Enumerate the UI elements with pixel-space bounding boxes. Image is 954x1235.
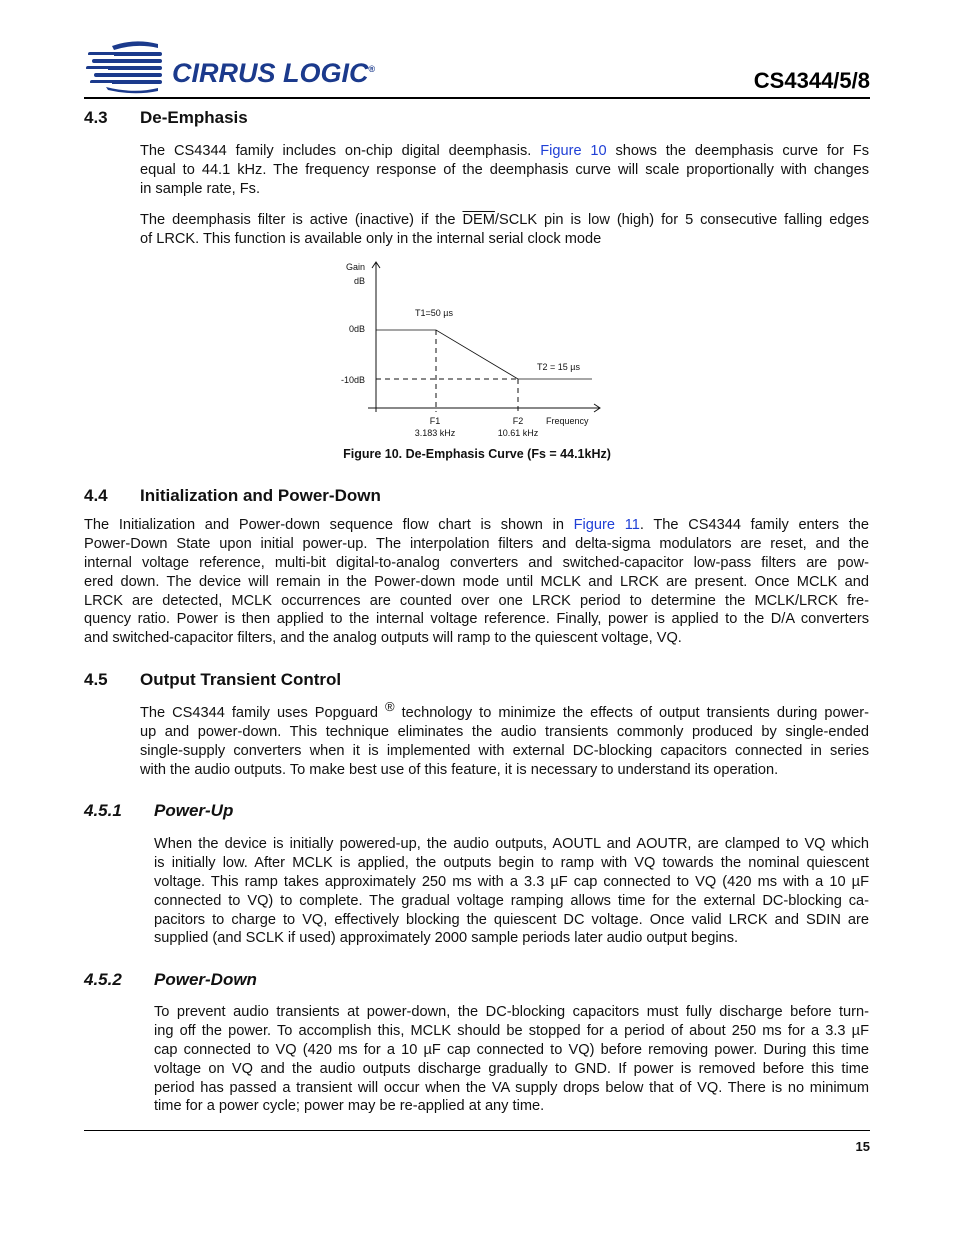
chart-svg [330,256,610,442]
page-number: 15 [855,1139,870,1154]
text-line: voltage on VQ and the audio outputs discharge gradually to GND. If power is removed before this time [154,1060,869,1077]
text-line: time for a power cycle; power may be re-applied at any time. [154,1098,545,1115]
text-line: is initially low. After MCLK is applied, the outputs begin to ramp with VQ towards the nominal quiescent [154,854,869,871]
footer-rule [84,1130,870,1131]
figure-10-caption: Figure 10. De-Emphasis Curve (Fs = 44.1kHz) [343,447,611,461]
text-line: quency ratio. Power is then applied to the internal voltage reference. Finally, power is applied to the D/A converters [84,611,869,628]
logo-mark-icon [84,38,174,94]
header-rule [84,97,870,99]
text-line: To prevent audio transients at power-down, the DC-blocking capacitors must fully discharge before turn- [154,1004,869,1020]
registered-mark: ® [368,64,376,74]
cirrus-logic-logo [84,38,374,98]
text-line: up and power-down. This technique eliminates the audio transients commonly produced by single-ended [140,723,869,740]
text-line: LRCK are detected, MCLK occurrences are counted over one LRCK period to determine the MCLK/LRCK fre- [84,592,869,609]
dem-signal-overline: $\overline{DEM}$ [462,212,495,228]
de-emphasis-chart [330,256,610,447]
section-heading-4-5-1 [84,801,784,823]
text-line: Power-Down State upon initial power-up. The interpolation filters and delta-sigma modulators are reset, and the [84,535,869,552]
annotation-t1: T1=50 µs [415,308,453,318]
section-title: De-Emphasis [140,108,248,127]
text-line: with the audio outputs. To make best use of this feature, it is necessary to understand its operation. [140,761,779,778]
text-line: and switched-capacitor filters, and the analog outputs will ramp to the quiescent voltage, VQ. [84,630,682,647]
section-title: Output Transient Control [140,670,342,689]
tick-label-f1: F1 [429,416,441,426]
section-number: 4.5.2 [84,970,122,989]
section-heading-4-5-2 [84,970,784,992]
paragraph-de-emphasis-2 [140,211,869,249]
section-number: 4.5 [84,670,108,689]
y-axis-label-db: dB [353,276,365,286]
text-line: cap connected to VQ (420 ms for a 10 µF cap connected to VQ) before removing power. During this time [154,1041,869,1058]
text-line: pacitors to charge to VQ, effectively blocking the quiescent DC voltage. Once valid LRCK and SDIN are [154,911,869,928]
text-line: ered down. The device will remain in the Power-down mode until MCLK and LRCK are present. Once MCLK and [84,573,869,590]
text-line: in sample rate, Fs. [140,180,261,197]
tick-label-f2-value: 10.61 kHz [497,428,539,438]
paragraph-power-up [154,835,869,948]
paragraph-de-emphasis-1 [140,142,869,199]
x-axis-label-frequency: Frequency [546,416,589,426]
text-run: The deemphasis filter is active (inactive) if the [140,212,463,228]
tick-label-0db: 0dB [348,324,365,334]
text-run: The CS4344 family uses Popguard [140,705,386,721]
paragraph-initialization [84,516,869,648]
figure-10-link[interactable]: Figure 10 [540,143,607,159]
paragraph-power-down [154,1003,869,1116]
tick-label-f1-value: 3.183 kHz [414,428,456,438]
text-line: period has passed a transient will occur when the VA supply drops below that of VQ. There is no minimum [154,1079,869,1096]
figure-11-link[interactable]: Figure 11 [573,517,640,533]
section-number: 4.4 [84,486,108,505]
text-line: supplied (and SCLK if used) approximately 2000 sample periods later audio output begins. [154,930,739,947]
text-line: single-supply converters when it is implemented with external DC-blocking capacitors connected in series [140,742,869,759]
section-title: Initialization and Power-Down [140,486,381,505]
text-run: technology to minimize the effects of output transients during power- [394,705,869,721]
section-heading-4-3 [84,108,784,130]
tick-label-f2: F2 [512,416,524,426]
text-line: When the device is initially powered-up, the audio outputs, AOUTL and AOUTR, are clamped to VQ which [154,836,869,852]
section-number: 4.5.1 [84,801,122,820]
tick-label-minus10db: -10dB [340,375,365,385]
logo-wordmark: CIRRUS LOGIC® [172,58,376,88]
text-run: . The CS4344 family enters the [639,517,869,533]
document-id: CS4344/5/8 [753,68,870,93]
y-axis-label-gain: Gain [345,262,365,272]
text-line: ing off the power. To accomplish this, MCLK should be stopped for a period of about 250 ms for a 3.3 µF [154,1022,869,1039]
section-number: 4.3 [84,108,108,127]
text-line: connected to VQ) to complete. The gradual voltage ramping allows time for the external DC-blocking ca- [154,892,869,909]
text-line: internal voltage reference, multi-bit digital-to-analog converters and switched-capacitor low-pass filters are pow- [84,554,869,571]
text-run: shows the deemphasis curve for Fs [606,143,869,159]
text-run: The Initialization and Power-down sequence flow chart is shown in [84,517,574,533]
annotation-t2: T2 = 15 µs [537,362,580,372]
series-line [376,330,518,379]
registered-mark: ® [385,699,395,715]
text-line: voltage. This ramp takes approximately 250 ms with a 3.3 µF cap connected to VQ (420 ms with a 10 µF [154,873,869,890]
section-title: Power-Down [154,970,257,989]
section-title: Power-Up [154,801,234,820]
section-heading-4-4 [84,486,784,508]
text-line: of LRCK. This function is available only in the internal serial clock mode [140,230,602,247]
section-heading-4-5 [84,670,784,692]
paragraph-output-transient [140,699,869,780]
text-run: /SCLK pin is low (high) for 5 consecutive falling edges [494,212,870,228]
text-line: equal to 44.1 kHz. The frequency response of the deemphasis curve will scale proportionally with changes [140,161,869,178]
text-run: The CS4344 family includes on-chip digital deemphasis. [140,143,541,159]
